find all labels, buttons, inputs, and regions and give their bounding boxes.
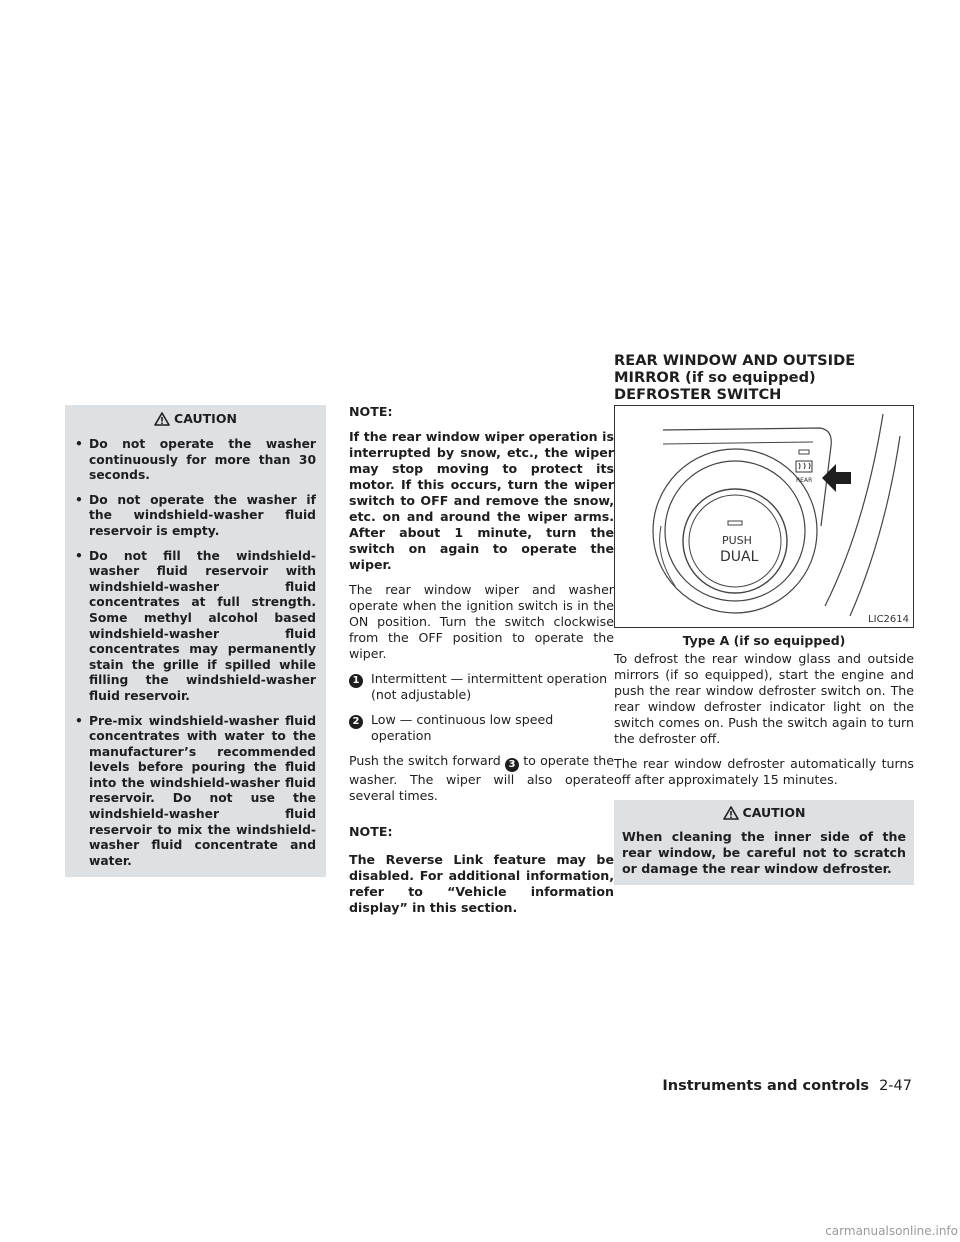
list-item-text: Low — continuous low speed operation	[371, 712, 554, 743]
list-item	[349, 712, 614, 744]
note-text: If the rear window wiper operation is interrupted by snow, etc., the wiper may stop moving to protect its motor. If this occurs, turn the wiper switch to OFF and remove the snow, etc. on and around the wiper arms. After about 1 minute, turn the switch on again to operate the wiper.	[349, 429, 614, 572]
note-text: The Reverse Link feature may be disabled. For additional information, refer to “Vehicle information display” in this section.	[349, 852, 614, 915]
number-badge: 1	[349, 674, 363, 688]
caution-title: CAUTION	[174, 411, 237, 426]
paragraph: The rear window defroster automatically turns off after approximately 15 minutes.	[614, 756, 914, 787]
caution-box	[65, 405, 326, 877]
caution-header	[75, 411, 316, 427]
figure-defroster-switch	[614, 405, 914, 628]
section-title: REAR WINDOW AND OUTSIDE MIRROR (if so equipped) DEFROSTER SWITCH	[614, 352, 856, 403]
warning-icon	[154, 412, 170, 426]
caution-title: CAUTION	[742, 805, 806, 820]
column-middle	[349, 404, 614, 925]
warning-icon	[723, 806, 739, 820]
caution-bullet: • Do not operate the washer continuously for more than 30 seconds.	[75, 437, 316, 483]
list-item-text: Intermittent — intermittent operation (not adjustable)	[371, 671, 608, 702]
caution-bullet: • Pre-mix windshield-washer fluid concentrates with water to the manufacturer’s recommended levels before pouring the fluid into the windshield-washer fluid reservoir. Do not use the windshield-washer fluid reservoir to mix the windshield-washer fluid concentrate and water.	[75, 713, 316, 868]
column-right	[362, 352, 914, 408]
column-left	[65, 405, 326, 877]
paragraph: Push the switch forward 3 to operate the washer. The wiper will also operate several times.	[349, 753, 614, 803]
note-label: NOTE:	[349, 824, 393, 839]
caution-bullet: • Do not operate the washer if the windshield-washer fluid reservoir is empty.	[75, 492, 316, 538]
paragraph: To defrost the rear window glass and outside mirrors (if so equipped), start the engine and push the rear window defroster switch on. The rear window defroster indicator light on the switch comes on. Push the switch again to turn the defroster off.	[614, 651, 914, 746]
watermark: carmanualsonline.info	[825, 1224, 958, 1238]
caution-header	[622, 805, 906, 821]
column-right-body	[614, 631, 914, 885]
footer-section: Instruments and controls	[662, 1078, 870, 1094]
push-label: PUSH	[722, 534, 752, 547]
note-label: NOTE:	[349, 404, 393, 419]
defroster-icon	[796, 461, 812, 472]
number-badge: 2	[349, 715, 363, 729]
defroster-switch-illustration	[615, 406, 913, 627]
caution-bullet: • Do not fill the windshield-washer fluid reservoir with windshield-washer fluid concentrates at full strength. Some methyl alcohol based windshield-washer fluid concentrates may permanently stain the grille if spilled while filling the windshield-washer fluid reservoir.	[75, 548, 316, 703]
caution-box	[614, 800, 914, 885]
dual-label: DUAL	[720, 549, 759, 565]
page-footer	[662, 1078, 912, 1094]
number-badge: 3	[505, 758, 519, 772]
caution-text: When cleaning the inner side of the rear window, be careful not to scratch or damage the rear window defroster.	[622, 829, 906, 876]
rear-label: REAR	[796, 477, 813, 484]
list-item	[349, 671, 614, 703]
figure-caption: Type A (if so equipped)	[682, 633, 846, 648]
paragraph: The rear window wiper and washer operate when the ignition switch is in the ON position. Turn the switch clockwise from the OFF position to operate the wiper.	[349, 582, 614, 661]
page-number: 2-47	[879, 1078, 912, 1094]
figure-code: LIC2614	[868, 614, 909, 625]
